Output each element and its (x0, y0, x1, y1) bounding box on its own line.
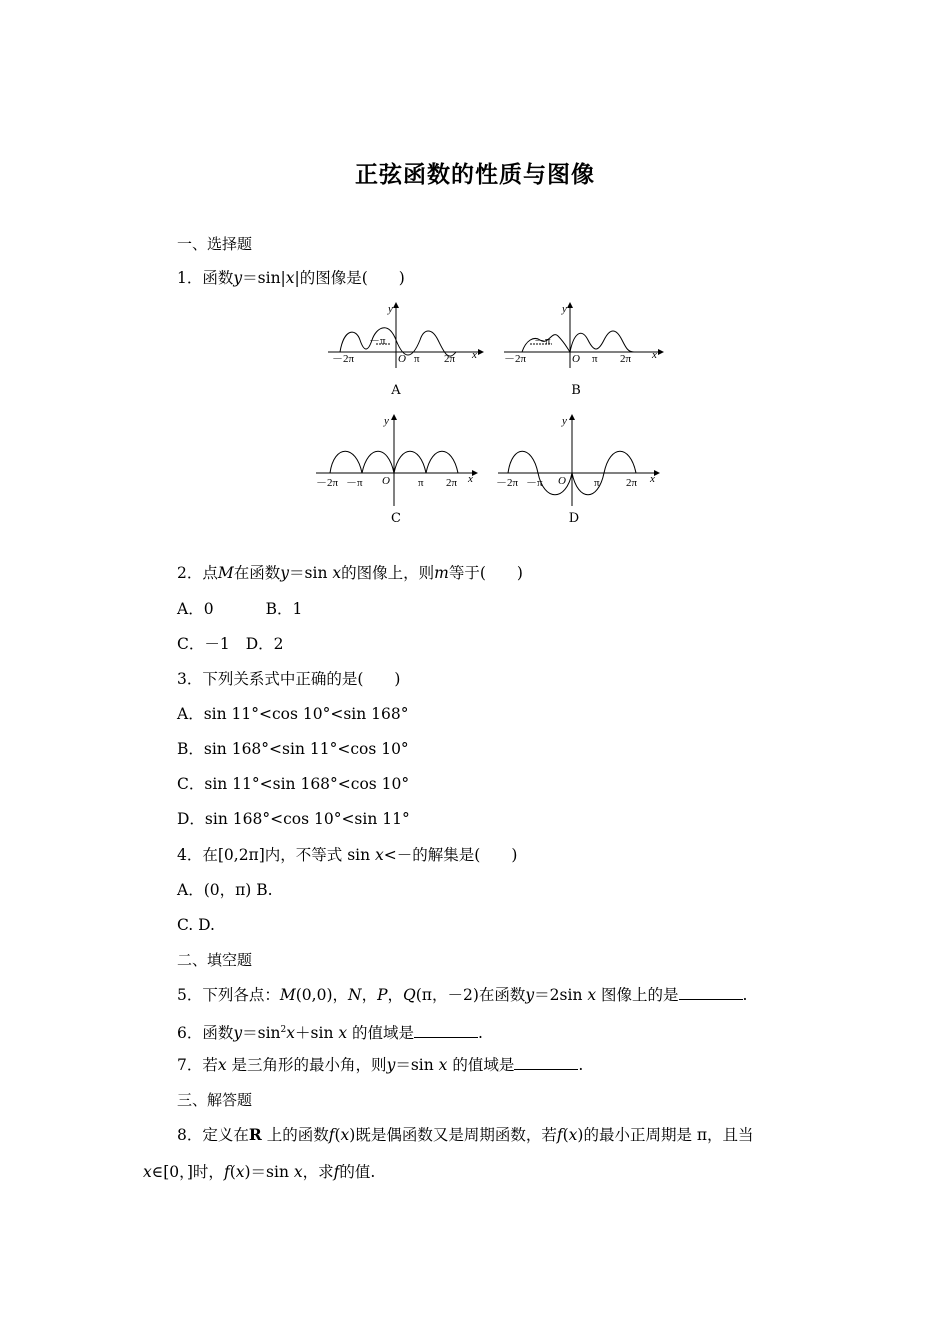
graph-a-y-arrow (393, 302, 399, 308)
q4-options-row-2: C. D. (177, 916, 215, 934)
q1-var-y: y (233, 269, 243, 287)
graph-a-label: A (391, 383, 401, 398)
graph-a-origin: O (398, 353, 406, 365)
q8-var: f (333, 1163, 340, 1181)
q7-var: x (217, 1056, 227, 1074)
graph-d-y-label: y (562, 415, 567, 427)
graph-a-x-label: x (472, 349, 477, 361)
q8-text: 的值. (339, 1163, 376, 1181)
q5-text: ， (361, 986, 378, 1004)
q8-text: ( (229, 1163, 236, 1181)
q5-text: (0,0)， (295, 986, 348, 1004)
question-8-line-1 (177, 1125, 754, 1145)
question-5 (177, 985, 747, 1005)
graph-c-origin: O (382, 475, 390, 487)
graph-d-origin: O (558, 475, 566, 487)
question-2 (177, 563, 523, 583)
q2-text: 在函数 (233, 564, 281, 582)
graph-b-tick: π (592, 353, 598, 365)
q2-text: 等于( ) (448, 564, 523, 582)
graph-d-x-label: x (650, 473, 655, 485)
section-heading-fill: 二、填空题 (177, 951, 253, 969)
page-title: 正弦函数的性质与图像 (355, 162, 595, 188)
q5-var: N (348, 986, 362, 1004)
q2-option-c: C．－1 (177, 635, 230, 653)
q6-var: y (233, 1024, 243, 1043)
q2-text: 的图像上，则 (341, 564, 435, 582)
q1-text: 函数 (202, 269, 234, 287)
q5-text: 5．下列各点： (177, 986, 280, 1004)
graph-d-tick: π (594, 477, 600, 489)
q1-text: ＝sin| (242, 269, 286, 287)
q2-text: 点 (202, 564, 218, 582)
q7-text: . (578, 1056, 584, 1074)
graph-b-y-arrow (567, 302, 573, 308)
q8-text: ，求 (302, 1163, 334, 1181)
graph-c-svg (312, 412, 487, 512)
q6-text: 的值域是 (347, 1024, 415, 1043)
graph-d-tick: 2π (626, 477, 638, 489)
q7-text: 的值域是 (447, 1056, 515, 1074)
q8-var: x (340, 1126, 350, 1144)
q5-text: 图像上的是 (596, 986, 679, 1004)
q5-text: ， (387, 986, 404, 1004)
q8-var: x (143, 1163, 152, 1181)
q1-text: |的图像是( ) (294, 269, 405, 287)
q7-answer-blank[interactable] (514, 1057, 578, 1070)
graph-a-tick: 2π (444, 353, 456, 365)
q3-option-d: D．sin 168°<cos 10°<sin 11° (177, 810, 410, 828)
q2-var-x: x (332, 564, 342, 582)
graph-d-tick: －π (526, 477, 543, 489)
q7-text: 是三角形的最小角，则 (226, 1056, 387, 1074)
graph-b-svg (500, 300, 670, 370)
q3-option-c: C．sin 11°<sin 168°<cos 10° (177, 775, 410, 793)
section-heading-choice: 一、选择题 (177, 235, 253, 253)
question-1 (177, 268, 405, 288)
q8-text: ( (334, 1126, 341, 1144)
q3-option-b: B．sin 168°<sin 11°<cos 10° (177, 740, 409, 758)
q4-text: 4．在[0,2π]内，不等式 sin (177, 846, 376, 864)
q4-options-row-1: A．(0，π) B. (177, 881, 273, 899)
graph-d-y-arrow (569, 414, 575, 420)
graph-c-tick: π (418, 477, 424, 489)
q2-number: 2． (177, 564, 203, 582)
graph-a-svg (320, 300, 490, 370)
graph-a-tick: －π (369, 335, 386, 347)
q6-var: x (338, 1024, 348, 1043)
section-heading-solve: 三、解答题 (177, 1091, 253, 1109)
q4-var-x: x (375, 846, 384, 864)
q5-var: P (377, 986, 388, 1004)
q2-option-d: D．2 (245, 635, 284, 653)
q7-var: x (438, 1056, 448, 1074)
q5-var: Q (403, 986, 416, 1004)
graph-b-x-arrow (658, 349, 664, 355)
graph-a-tick: －2π (332, 353, 355, 365)
q6-superscript: 2 (280, 1025, 287, 1035)
q2-options-row-2 (177, 634, 284, 654)
graph-b-tick: 2π (620, 353, 632, 365)
q5-var: y (525, 986, 535, 1004)
graph-b-tick: －2π (504, 353, 527, 365)
q6-var: x (286, 1024, 296, 1043)
q2-var-m: m (434, 564, 449, 582)
q2-text: ＝sin (289, 564, 328, 582)
graph-option-b (500, 300, 670, 370)
graph-a-tick: π (414, 353, 420, 365)
q8-text: 上的函数 (261, 1126, 329, 1144)
graph-option-a (320, 300, 490, 370)
q4-text: <－的解集是( ) (383, 846, 518, 864)
q8-var: f (556, 1126, 563, 1144)
graph-c-x-arrow (472, 470, 478, 476)
q5-text: (π，－2)在函数 (415, 986, 526, 1004)
question-6 (177, 1020, 483, 1043)
q7-var: y (386, 1056, 396, 1074)
q8-text: ( (562, 1126, 569, 1144)
question-8-line-2 (143, 1162, 375, 1182)
graph-c-y-arrow (391, 414, 397, 420)
graph-b-y-label: y (562, 303, 567, 315)
question-4 (177, 845, 517, 865)
graph-option-c (312, 412, 487, 512)
q7-text: ＝sin (395, 1056, 439, 1074)
graph-b-x-label: x (652, 349, 657, 361)
q2-options-row-1 (177, 599, 302, 619)
q8-text: )既是偶函数又是周期函数，若 (349, 1126, 557, 1144)
graph-d-x-arrow (654, 470, 660, 476)
q7-text: 7．若 (177, 1056, 218, 1074)
q6-text: 6．函数 (177, 1024, 234, 1043)
q2-var-y: y (280, 564, 290, 582)
graph-c-label: C (391, 511, 401, 526)
graph-c-tick: －2π (316, 477, 339, 489)
graph-c-y-label: y (384, 415, 389, 427)
graph-a-y-label: y (388, 303, 393, 315)
graph-d-label: D (568, 511, 580, 526)
graph-option-d (494, 412, 669, 512)
q8-text: )的最小正周期是 π，且当 (577, 1126, 754, 1144)
graph-c-x-label: x (468, 473, 473, 485)
q5-text: ＝2sin (534, 986, 588, 1004)
q8-var: x (293, 1163, 303, 1181)
q8-text: ∈[0，]时， (151, 1163, 224, 1181)
q8-var: f (328, 1126, 335, 1144)
q5-text: . (742, 986, 748, 1004)
q2-var-m-point: M (217, 564, 234, 582)
q5-answer-blank[interactable] (679, 987, 743, 1000)
q8-var: f (223, 1163, 230, 1181)
q8-var: x (235, 1163, 245, 1181)
q6-text: . (478, 1024, 483, 1043)
q6-answer-blank[interactable] (414, 1025, 478, 1038)
q8-text: )＝sin (244, 1163, 294, 1181)
graph-a-x-arrow (478, 349, 484, 355)
q6-text: ＋sin (295, 1024, 339, 1043)
q5-var: M (279, 986, 296, 1004)
q8-text: 8．定义在 (177, 1126, 249, 1144)
graph-b-tick: －π (534, 335, 551, 347)
graph-c-tick: －π (346, 477, 363, 489)
q2-option-a: A．0 (177, 600, 214, 618)
q3-option-a: A．sin 11°<cos 10°<sin 168° (177, 705, 409, 723)
graph-c-tick: 2π (446, 477, 458, 489)
q1-var-x: x (285, 269, 295, 287)
q5-var: x (587, 986, 597, 1004)
q1-number: 1． (177, 269, 203, 287)
q6-text: ＝sin (242, 1024, 281, 1043)
question-7 (177, 1055, 583, 1075)
question-3: 3．下列关系式中正确的是( ) (177, 670, 401, 688)
q8-var: x (568, 1126, 578, 1144)
q2-option-b: B．1 (265, 600, 303, 618)
graph-b-origin: O (572, 353, 580, 365)
graph-d-svg (494, 412, 669, 512)
graph-b-label: B (571, 383, 581, 398)
q8-real-set: R (248, 1125, 262, 1144)
graph-d-tick: －2π (496, 477, 519, 489)
